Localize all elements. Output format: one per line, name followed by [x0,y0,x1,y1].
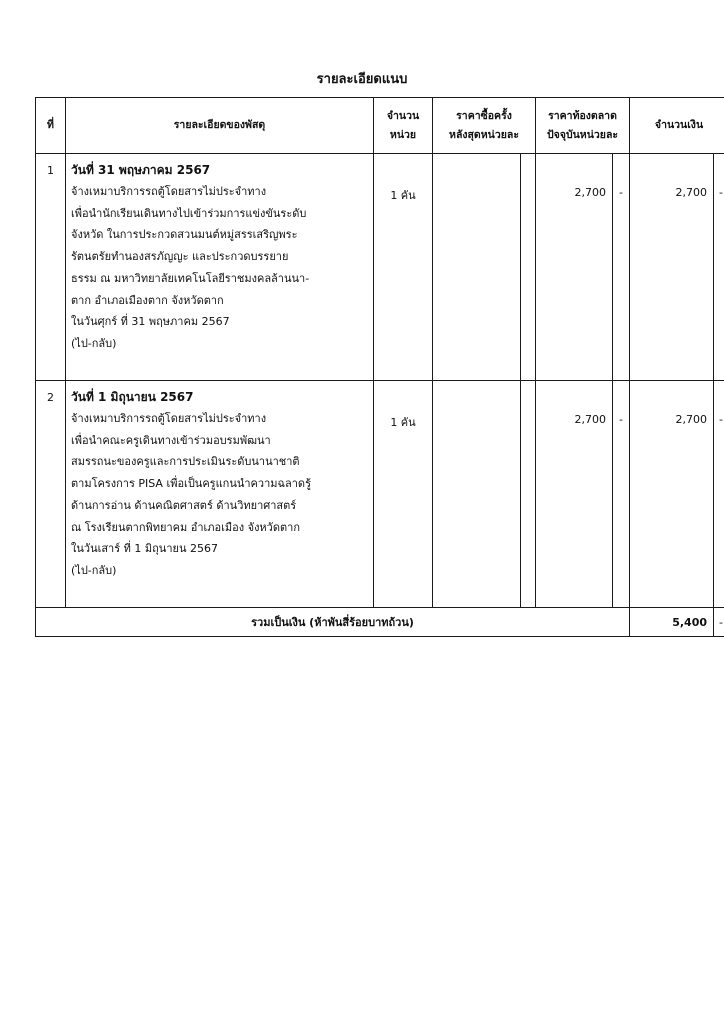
item-quantity: 1 คัน [374,154,433,381]
item-line: จังหวัด ในการประกวดสวนมนต์หมู่สรรเสริญพระ [71,228,298,242]
item-market-price: 2,700 [536,154,613,381]
item-line: ในวันศุกร์ ที่ 31 พฤษภาคม 2567 [71,315,230,329]
item-market-price: 2,700 [536,381,613,608]
item-amount-fraction: - [714,381,724,608]
item-amount-fraction: - [714,154,724,381]
item-quantity: 1 คัน [374,381,433,608]
item-amount: 2,700 [630,154,714,381]
total-amount-fraction: - [714,608,724,637]
detail-table [35,97,724,637]
header-row [36,98,724,154]
item-last-price-fraction [521,154,536,381]
table-row [36,381,724,608]
header-market-price [536,98,630,154]
item-line: ตาก อำเภอเมืองตาก จังหวัดตาก [71,293,224,307]
item-line: (ไป-กลับ) [71,563,117,577]
item-line: ด้านการอ่าน ด้านคณิตศาสตร์ ด้านวิทยาศาสตร์ [71,498,297,512]
item-line: สมรรถนะของครูและการประเมินระดับนานาชาติ [71,455,300,469]
header-description: รายละเอียดของพัสดุ [66,98,374,154]
item-line: (ไป-กลับ) [71,336,117,350]
header-last-price [433,98,536,154]
item-line: รัตนตรัยทำนองสรภัญญะ และประกวดบรรยาย [71,250,289,264]
item-description [66,154,374,381]
item-date: วันที่ 31 พฤษภาคม 2567 [71,163,211,177]
item-line: จ้างเหมาบริการรถตู้โดยสารไม่ประจำทาง [71,412,267,425]
header-last-price-line2: หลังสุดหน่วยละ [449,128,519,141]
item-description [66,381,374,608]
total-amount: 5,400 [630,608,714,637]
item-market-price-fraction: - [613,154,630,381]
item-number: 1 [36,154,66,381]
header-amount: จำนวนเงิน [630,98,724,154]
item-line: ณ โรงเรียนตากพิทยาคม อำเภอเมือง จังหวัดตาก [71,520,300,534]
header-no: ที่ [36,98,66,154]
page-title: รายละเอียดแนบ [316,72,408,87]
item-market-price-fraction: - [613,381,630,608]
header-last-price-line1: ราคาซื้อครั้ง [456,109,512,122]
header-market-price-line1: ราคาท้องตลาด [548,109,617,122]
header-quantity: จำนวนหน่วย [374,98,433,154]
item-amount: 2,700 [630,381,714,608]
total-label: รวมเป็นเงิน (ห้าพันสี่ร้อยบาทถ้วน) [36,608,630,637]
table-row [36,154,724,381]
item-line: ตามโครงการ PISA เพื่อเป็นครูแกนนำความฉลาดรู้ [71,477,311,491]
item-line: จ้างเหมาบริการรถตู้โดยสารไม่ประจำทาง [71,185,267,198]
item-last-price [433,381,521,608]
item-line: ธรรม ณ มหาวิทยาลัยเทคโนโลยีราชมงคลล้านนา- [71,271,310,285]
item-line: เพื่อนำคณะครูเดินทางเข้าร่วมอบรมพัฒนา [71,433,271,447]
item-last-price-fraction [521,381,536,608]
item-number: 2 [36,381,66,608]
item-date: วันที่ 1 มิถุนายน 2567 [71,390,194,404]
item-line: ในวันเสาร์ ที่ 1 มิถุนายน 2567 [71,542,218,556]
total-row [36,608,724,637]
item-last-price [433,154,521,381]
header-market-price-line2: ปัจจุบันหน่วยละ [546,128,619,141]
item-line: เพื่อนำนักเรียนเดินทางไปเข้าร่วมการแข่งขันระดับ [71,206,307,220]
